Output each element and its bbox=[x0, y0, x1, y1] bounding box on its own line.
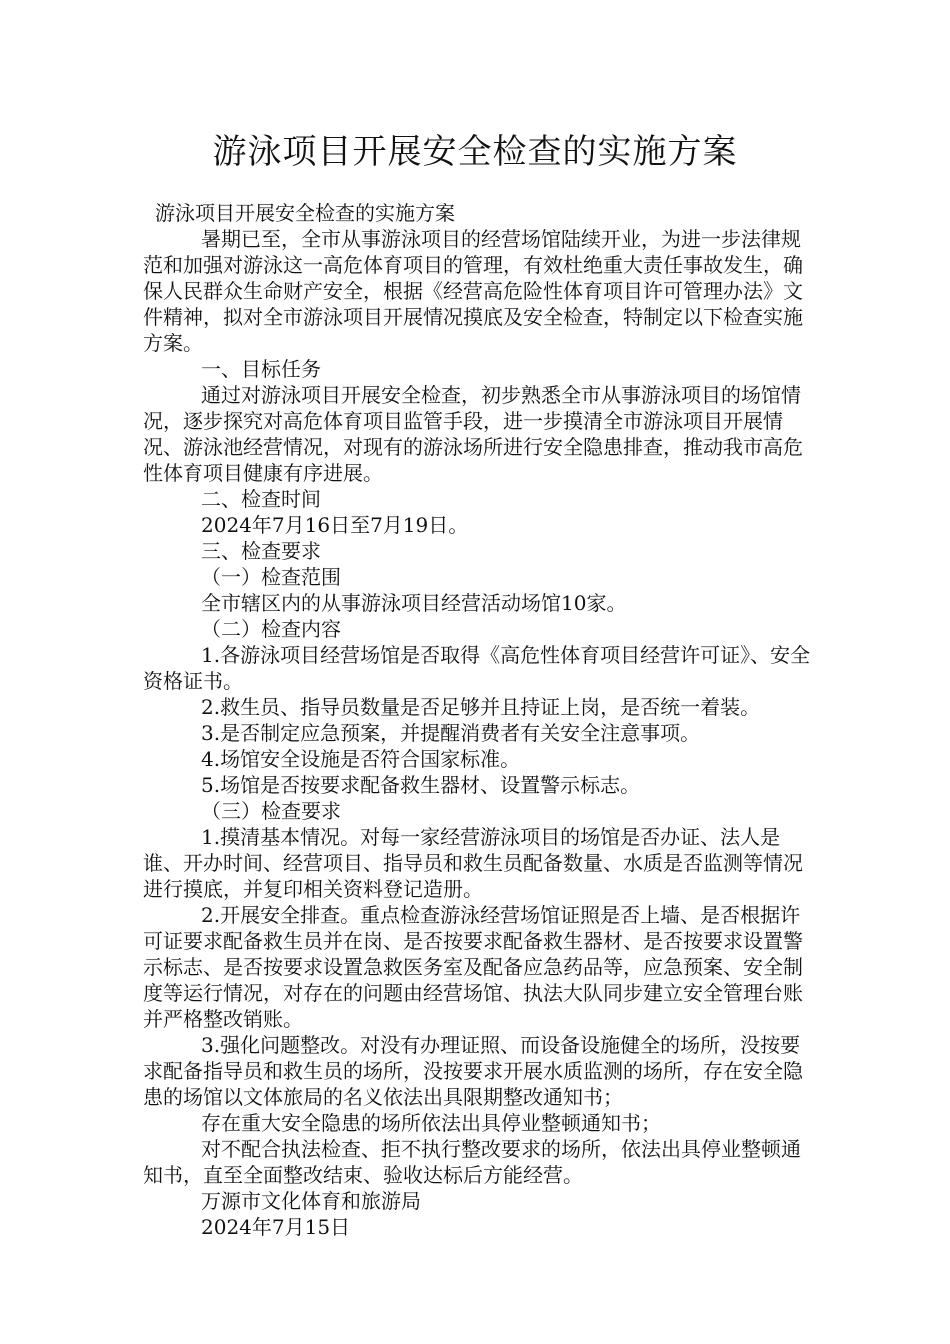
paragraph: 2.开展安全排查。重点检查游泳经营场馆证照是否上墙、是否根据许可证要求配备救生员并在岗、是否按要求配备救生器材、是否按要求设置警示标志、是否按要求设置急救医务室及配备应急药品等，应急预案、安全制度等运行情况，对存在的问题由经营场馆、执法大队同步建立安全管理台账并严格整改销账。 bbox=[143, 903, 803, 1031]
paragraph: 对不配合执法检查、拒不执行整改要求的场所，依法出具停业整顿通知书，直至全面整改结束、验收达标后方能经营。 bbox=[143, 1137, 801, 1187]
paragraph: 2024年7月15日 bbox=[201, 1215, 351, 1239]
paragraph: 1.各游泳项目经营场馆是否取得《高危性体育项目经营许可证》、安全资格证书。 bbox=[143, 643, 811, 693]
paragraph: 2.救生员、指导员数量是否足够并且持证上岗，是否统一着装。 bbox=[201, 695, 761, 719]
paragraph: 1.摸清基本情况。对每一家经营游泳项目的场馆是否办证、法人是谁、开办时间、经营项目、指导员和救生员配备数量、水质是否监测等情况进行摸底，并复印相关资料登记造册。 bbox=[143, 825, 803, 901]
section-heading: 三、检查要求 bbox=[201, 539, 321, 563]
paragraph: 2024年7月16日至7月19日。 bbox=[201, 513, 469, 537]
section-heading: （二）检查内容 bbox=[201, 617, 341, 641]
section-heading: 一、目标任务 bbox=[201, 357, 321, 381]
section-heading: （三）检查要求 bbox=[201, 799, 341, 823]
paragraph: 游泳项目开展安全检查的实施方案 bbox=[155, 201, 455, 225]
document-title: 游泳项目开展安全检查的实施方案 bbox=[212, 132, 738, 172]
paragraph: 5.场馆是否按要求配备救生器材、设置警示标志。 bbox=[201, 773, 641, 797]
section-heading: （一）检查范围 bbox=[201, 565, 341, 589]
paragraph: 全市辖区内的从事游泳项目经营活动场馆10家。 bbox=[201, 591, 627, 615]
section-heading: 二、检查时间 bbox=[201, 487, 321, 511]
paragraph: 暑期已至，全市从事游泳项目的经营场馆陆续开业，为进一步法律规范和加强对游泳这一高危体育项目的管理，有效杜绝重大责任事故发生，确保人民群众生命财产安全，根据《经营高危险性体育项目许可管理办法》文件精神，拟对全市游泳项目开展情况摸底及安全检查，特制定以下检查实施方案。 bbox=[143, 227, 803, 355]
paragraph: 4.场馆安全设施是否符合国家标准。 bbox=[201, 747, 521, 771]
paragraph: 万源市文化体育和旅游局 bbox=[201, 1189, 421, 1213]
paragraph: 通过对游泳项目开展安全检查，初步熟悉全市从事游泳项目的场馆情况，逐步探究对高危体育项目监管手段，进一步摸清全市游泳项目开展情况、游泳池经营情况，对现有的游泳场所进行安全隐患排查，推动我市高危性体育项目健康有序进展。 bbox=[143, 383, 803, 485]
paragraph: 存在重大安全隐患的场所依法出具停业整顿通知书； bbox=[201, 1111, 661, 1135]
paragraph: 3.强化问题整改。对没有办理证照、而设备设施健全的场所，没按要求配备指导员和救生员的场所，没按要求开展水质监测的场所，存在安全隐患的场馆以文体旅局的名义依法出具限期整改通知书； bbox=[143, 1033, 803, 1109]
document-body bbox=[143, 200, 818, 1240]
paragraph: 3.是否制定应急预案，并提醒消费者有关安全注意事项。 bbox=[201, 721, 701, 745]
